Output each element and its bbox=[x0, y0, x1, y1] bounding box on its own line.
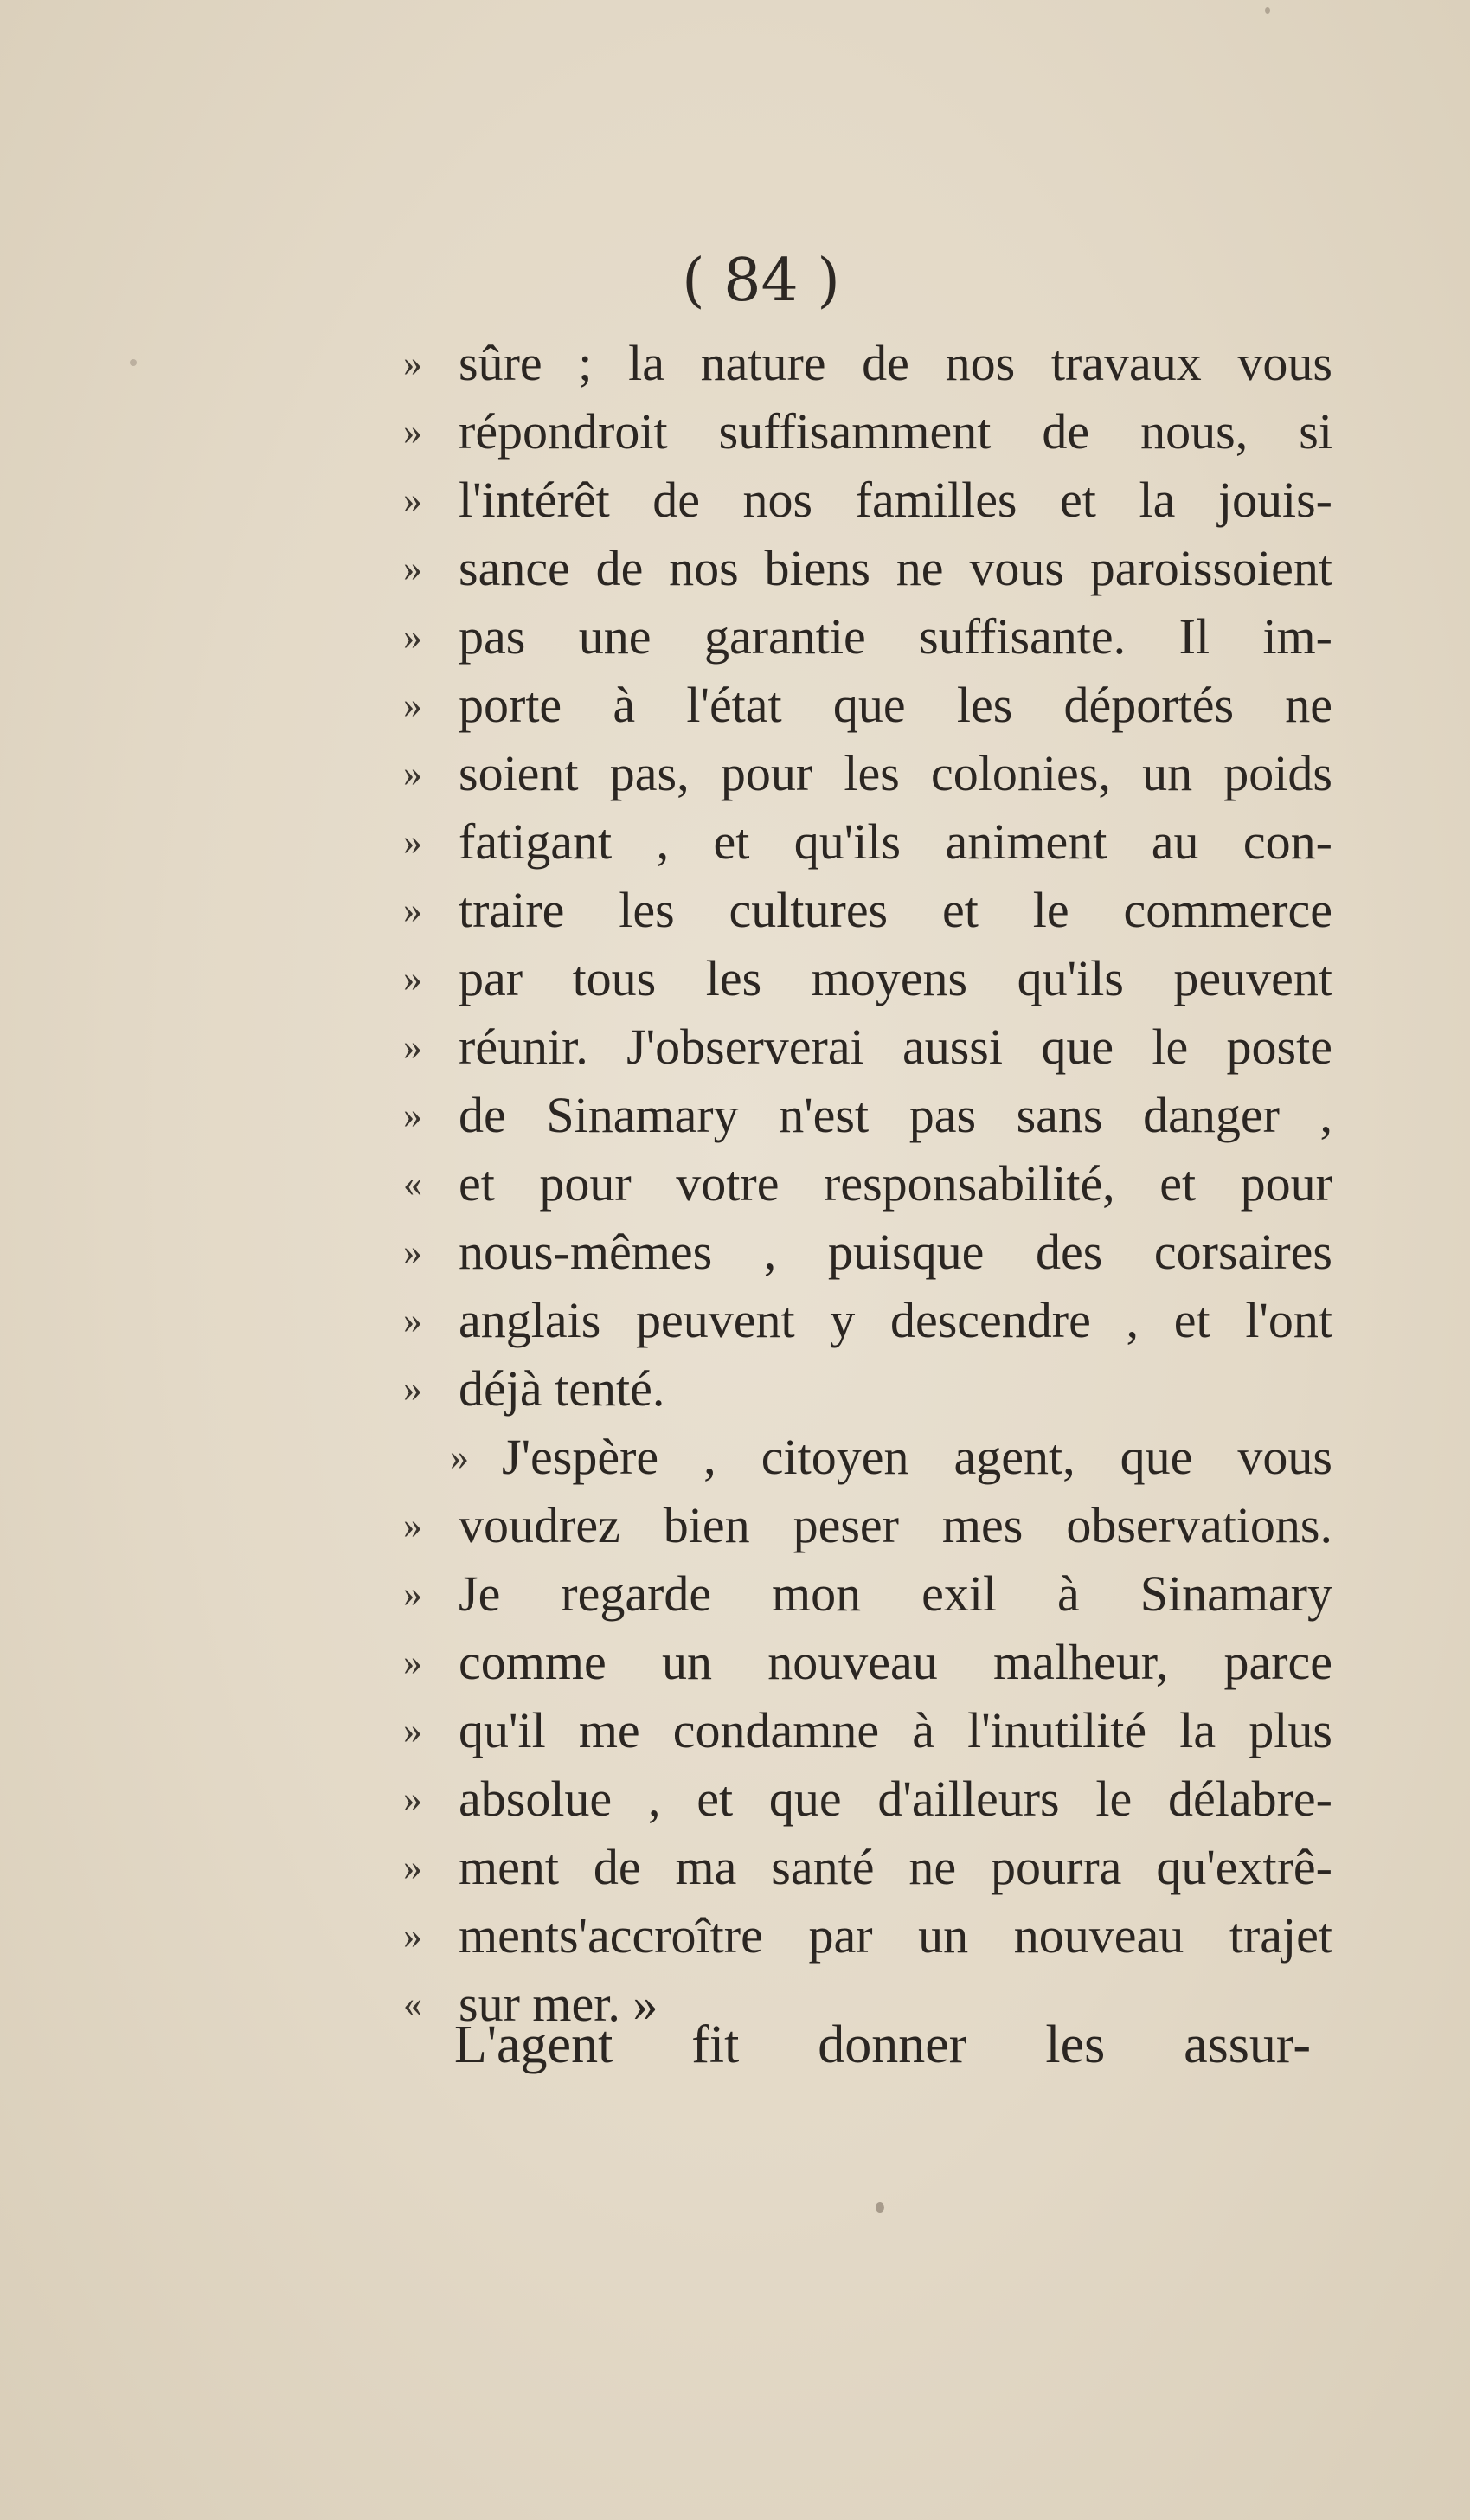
text-line bbox=[363, 1012, 1332, 1081]
text-line bbox=[363, 1423, 1332, 1491]
paper-speck bbox=[130, 359, 137, 366]
quote-mark: » bbox=[403, 1778, 422, 1820]
text-line bbox=[363, 1833, 1332, 1901]
text-line bbox=[363, 1901, 1332, 1970]
line-text: soient pas, pour les colonies, un poids bbox=[459, 745, 1332, 801]
quote-mark: » bbox=[403, 1709, 422, 1752]
line-text: ments'accroître par un nouveau trajet bbox=[459, 1907, 1332, 1964]
line-text: anglais peuvent y descendre , et l'ont bbox=[459, 1292, 1332, 1348]
line-text: absolue , et que d'ailleurs le délabre- bbox=[459, 1771, 1332, 1827]
line-text: déjà tenté. bbox=[459, 1360, 665, 1417]
quote-mark: » bbox=[403, 615, 422, 658]
line-text: comme un nouveau malheur, parce bbox=[459, 1634, 1332, 1690]
text-line bbox=[363, 1218, 1332, 1286]
quote-mark: » bbox=[403, 410, 422, 453]
quote-mark: » bbox=[403, 1299, 422, 1341]
quote-mark: » bbox=[403, 820, 422, 863]
quote-mark: » bbox=[403, 547, 422, 589]
text-line bbox=[363, 1286, 1332, 1354]
line-text: de Sinamary n'est pas sans danger , bbox=[459, 1087, 1332, 1143]
text-line bbox=[363, 1559, 1332, 1628]
text-line bbox=[363, 1696, 1332, 1765]
quote-mark: » bbox=[403, 1094, 422, 1136]
line-text: J'espère , citoyen agent, que vous bbox=[502, 1429, 1332, 1485]
text-line bbox=[363, 739, 1332, 807]
quote-mark: » bbox=[403, 1846, 422, 1888]
line-text: sûre ; la nature de nos travaux vous bbox=[459, 335, 1332, 391]
line-text: nous-mêmes , puisque des corsaires bbox=[459, 1224, 1332, 1280]
text-line bbox=[363, 876, 1332, 944]
quote-mark: » bbox=[403, 752, 422, 794]
quote-mark: » bbox=[403, 342, 422, 384]
quote-mark: » bbox=[403, 1914, 422, 1957]
quote-mark: » bbox=[403, 1572, 422, 1615]
text-line bbox=[363, 944, 1332, 1012]
line-text: sur mer. » bbox=[459, 1976, 658, 2032]
quote-mark: » bbox=[403, 1504, 422, 1546]
quote-mark: » bbox=[403, 1367, 422, 1410]
line-text: sance de nos biens ne vous paroissoient bbox=[459, 540, 1332, 596]
text-line bbox=[363, 1491, 1332, 1559]
page-number: ( 84 ) bbox=[682, 247, 840, 315]
line-text: par tous les moyens qu'ils peuvent bbox=[459, 950, 1332, 1006]
line-text: et pour votre responsabilité, et pour bbox=[459, 1155, 1332, 1212]
quote-mark: » bbox=[403, 1025, 422, 1068]
quote-mark: » bbox=[403, 957, 422, 1000]
text-line bbox=[363, 1354, 1332, 1423]
quote-mark: » bbox=[450, 1436, 469, 1478]
text-line bbox=[363, 671, 1332, 739]
line-text: réunir. J'observerai aussi que le poste bbox=[459, 1019, 1332, 1075]
text-line bbox=[363, 1765, 1332, 1833]
text-line bbox=[363, 466, 1332, 534]
text-line bbox=[363, 534, 1332, 602]
letter-text-block bbox=[363, 329, 1332, 2038]
line-text: ment de ma santé ne pourra qu'extrê- bbox=[459, 1839, 1332, 1895]
line-text: fatigant , et qu'ils animent au con- bbox=[459, 813, 1332, 870]
quote-mark: « bbox=[403, 1983, 422, 2025]
text-line bbox=[363, 1149, 1332, 1218]
paper-speck bbox=[876, 2202, 884, 2213]
quote-mark: » bbox=[403, 1231, 422, 1273]
text-line bbox=[363, 1081, 1332, 1149]
line-text: qu'il me condamne à l'inutilité la plus bbox=[459, 1702, 1332, 1758]
text-line bbox=[363, 329, 1332, 397]
text-line bbox=[363, 807, 1332, 876]
text-line bbox=[363, 1628, 1332, 1696]
line-text: l'intérêt de nos familles et la jouis- bbox=[459, 472, 1332, 528]
text-line bbox=[363, 397, 1332, 466]
line-text: traire les cultures et le commerce bbox=[459, 882, 1332, 938]
quote-mark: » bbox=[403, 479, 422, 521]
text-line bbox=[363, 602, 1332, 671]
paper-speck bbox=[1265, 7, 1270, 14]
closing-line: L'agent fit donner les assur- bbox=[454, 2015, 1311, 2074]
quote-mark: » bbox=[403, 684, 422, 726]
quote-mark: » bbox=[403, 889, 422, 931]
line-text: porte à l'état que les déportés ne bbox=[459, 677, 1332, 733]
line-text: répondroit suffisamment de nous, si bbox=[459, 403, 1332, 460]
line-text: Je regarde mon exil à Sinamary bbox=[459, 1565, 1332, 1622]
line-text: pas une garantie suffisante. Il im- bbox=[459, 608, 1332, 665]
line-text: voudrez bien peser mes observations. bbox=[459, 1497, 1332, 1553]
quote-mark: « bbox=[403, 1162, 422, 1205]
quote-mark: » bbox=[403, 1641, 422, 1683]
